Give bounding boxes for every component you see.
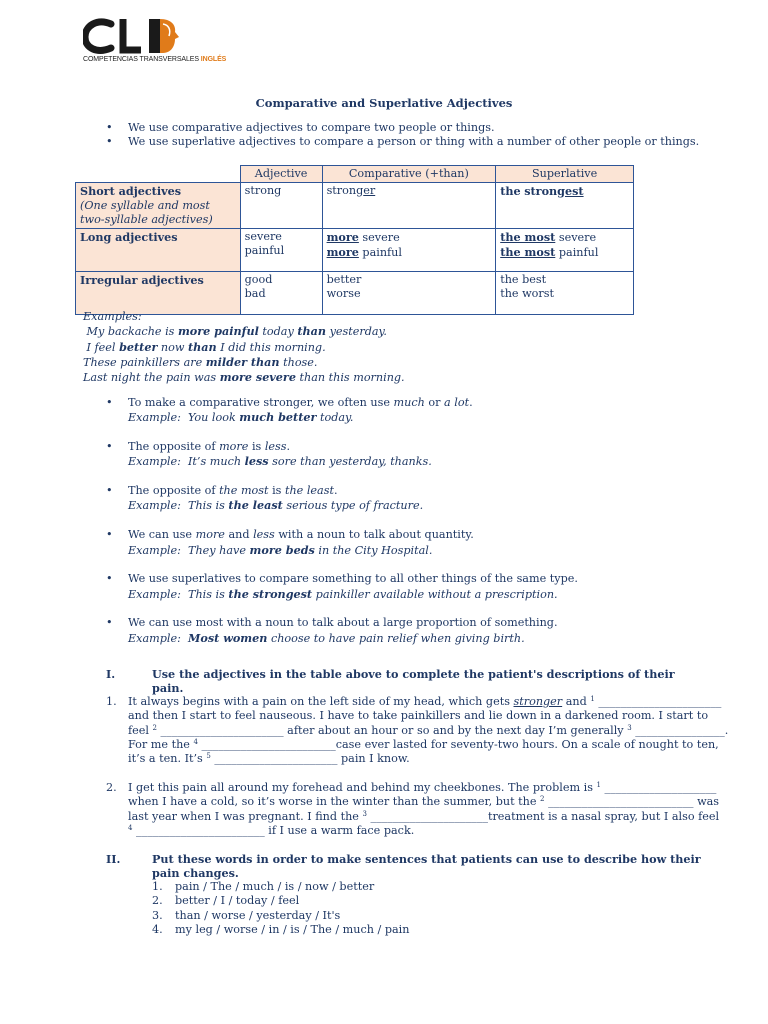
exercise-1-item-1: 1. It always begins with a pain on the left side of my head, which gets stronger and $^1$ ______________________ and then I start to feel nauseous. I have to take painkillers and lie down in a darkened room. I start to feel $^2$ ______________________ after about an hour or so and by the next day I’m generally $^3$ ________________. For me the $^4$ ________________________case ever lasted for seventy-two hours. On a scale of nought to ten, it’s a ten. It’s $^5$ ______________________ pain I know. — [106, 695, 729, 766]
logo-letter-l — [123, 19, 141, 50]
exercise-2-heading: II. Put these words in order to make sentences that patients can use to describe how their pain changes. — [106, 852, 701, 881]
rule-item: • We can use most with a noun to talk about a large proportion of something. Example: Most women choose to have pain relief when giving birth. — [106, 616, 746, 646]
cell-comparative: more severe more painful — [322, 229, 496, 272]
cell-superlative: the best the worst — [496, 272, 634, 315]
logo-letter-i — [149, 19, 160, 53]
example-line: My backache is more painful today than yesterday. — [83, 324, 387, 339]
table-row — [76, 229, 634, 272]
exercise-1-item-2: 2. I get this pain all around my forehead and behind my cheekbones. The problem is $^1$ ____________________ when I have a cold, so it’s worse in the winter than the summer, but the $^2$ __________________________ was last year when I was pregnant. I find the $^3$ _____________________treatment is a nasal spray, but I also feel $^4$ _______________________ if I use a warm face pack. — [106, 781, 720, 837]
table-header-adjective: Adjective — [240, 166, 322, 183]
adjective-table — [75, 165, 634, 315]
examples-block — [83, 310, 683, 385]
cell-comparative: stronger — [322, 183, 496, 229]
rule-item: • The opposite of the most is the least. Example: This is the least serious type of fracture. — [106, 484, 746, 514]
logo-subtitle: COMPETENCIAS TRANSVERSALES INGLÉS — [83, 56, 227, 63]
cell-adjective: strong — [240, 183, 322, 229]
table-row — [76, 272, 634, 315]
cell-superlative: the most severe the most painful — [496, 229, 634, 272]
page-title: Comparative and Superlative Adjectives — [255, 96, 513, 110]
table-corner — [76, 166, 241, 183]
table-header-comparative: Comparative (+than) — [322, 166, 496, 183]
table-row — [76, 183, 634, 229]
rule-item: • To make a comparative stronger, we often use much or a lot. Example: You look much better today. — [106, 396, 746, 426]
example-line: These painkillers are milder than those. — [83, 354, 318, 369]
list-item: 2. better / I / today / feel — [152, 894, 300, 908]
table-header-superlative: Superlative — [496, 166, 634, 183]
cell-superlative: the strongest — [496, 183, 634, 229]
row-head-irregular: Irregular adjectives — [76, 272, 241, 315]
list-item: 3. than / worse / yesterday / It's — [152, 908, 341, 922]
exercise-1-heading: I. Use the adjectives in the table above to complete the patient's descriptions of their pain. — [106, 667, 675, 696]
intro-bullet-list — [106, 121, 746, 150]
rule-item: • We use superlatives to compare something to all other things of the same type. Example: This is the strongest painkiller available without a prescription. — [106, 572, 746, 602]
examples-label: Examples: — [83, 310, 142, 323]
cell-comparative: better worse — [322, 272, 496, 315]
intro-bullet: • We use superlative adjectives to compare a person or thing with a number of other people or things. — [106, 135, 746, 149]
intro-bullet: • We use comparative adjectives to compare two people or things. — [106, 121, 746, 135]
list-item: 1. pain / The / much / is / now / better — [152, 880, 375, 893]
row-head-long: Long adjectives — [76, 229, 241, 272]
logo-letter-c — [85, 22, 111, 50]
list-item: 4. my leg / worse / in / is / The / much / pain — [152, 922, 410, 936]
example-line: Last night the pain was more severe than this morning. — [83, 370, 405, 385]
rule-item: • We can use more and less with a noun to talk about quantity. Example: They have more beds in the City Hospital. — [106, 528, 746, 558]
rule-item: • The opposite of more is less. Example: It’s much less sore than yesterday, thanks. — [106, 440, 746, 470]
row-head-short: Short adjectives (One syllable and most two-syllable adjectives) — [76, 183, 241, 229]
rules-list — [106, 396, 746, 661]
cell-adjective: good bad — [240, 272, 322, 315]
cell-adjective: severe painful — [240, 229, 322, 272]
exercise-2-list — [152, 880, 409, 937]
example-line: I feel better now than I did this morning. — [83, 339, 326, 354]
